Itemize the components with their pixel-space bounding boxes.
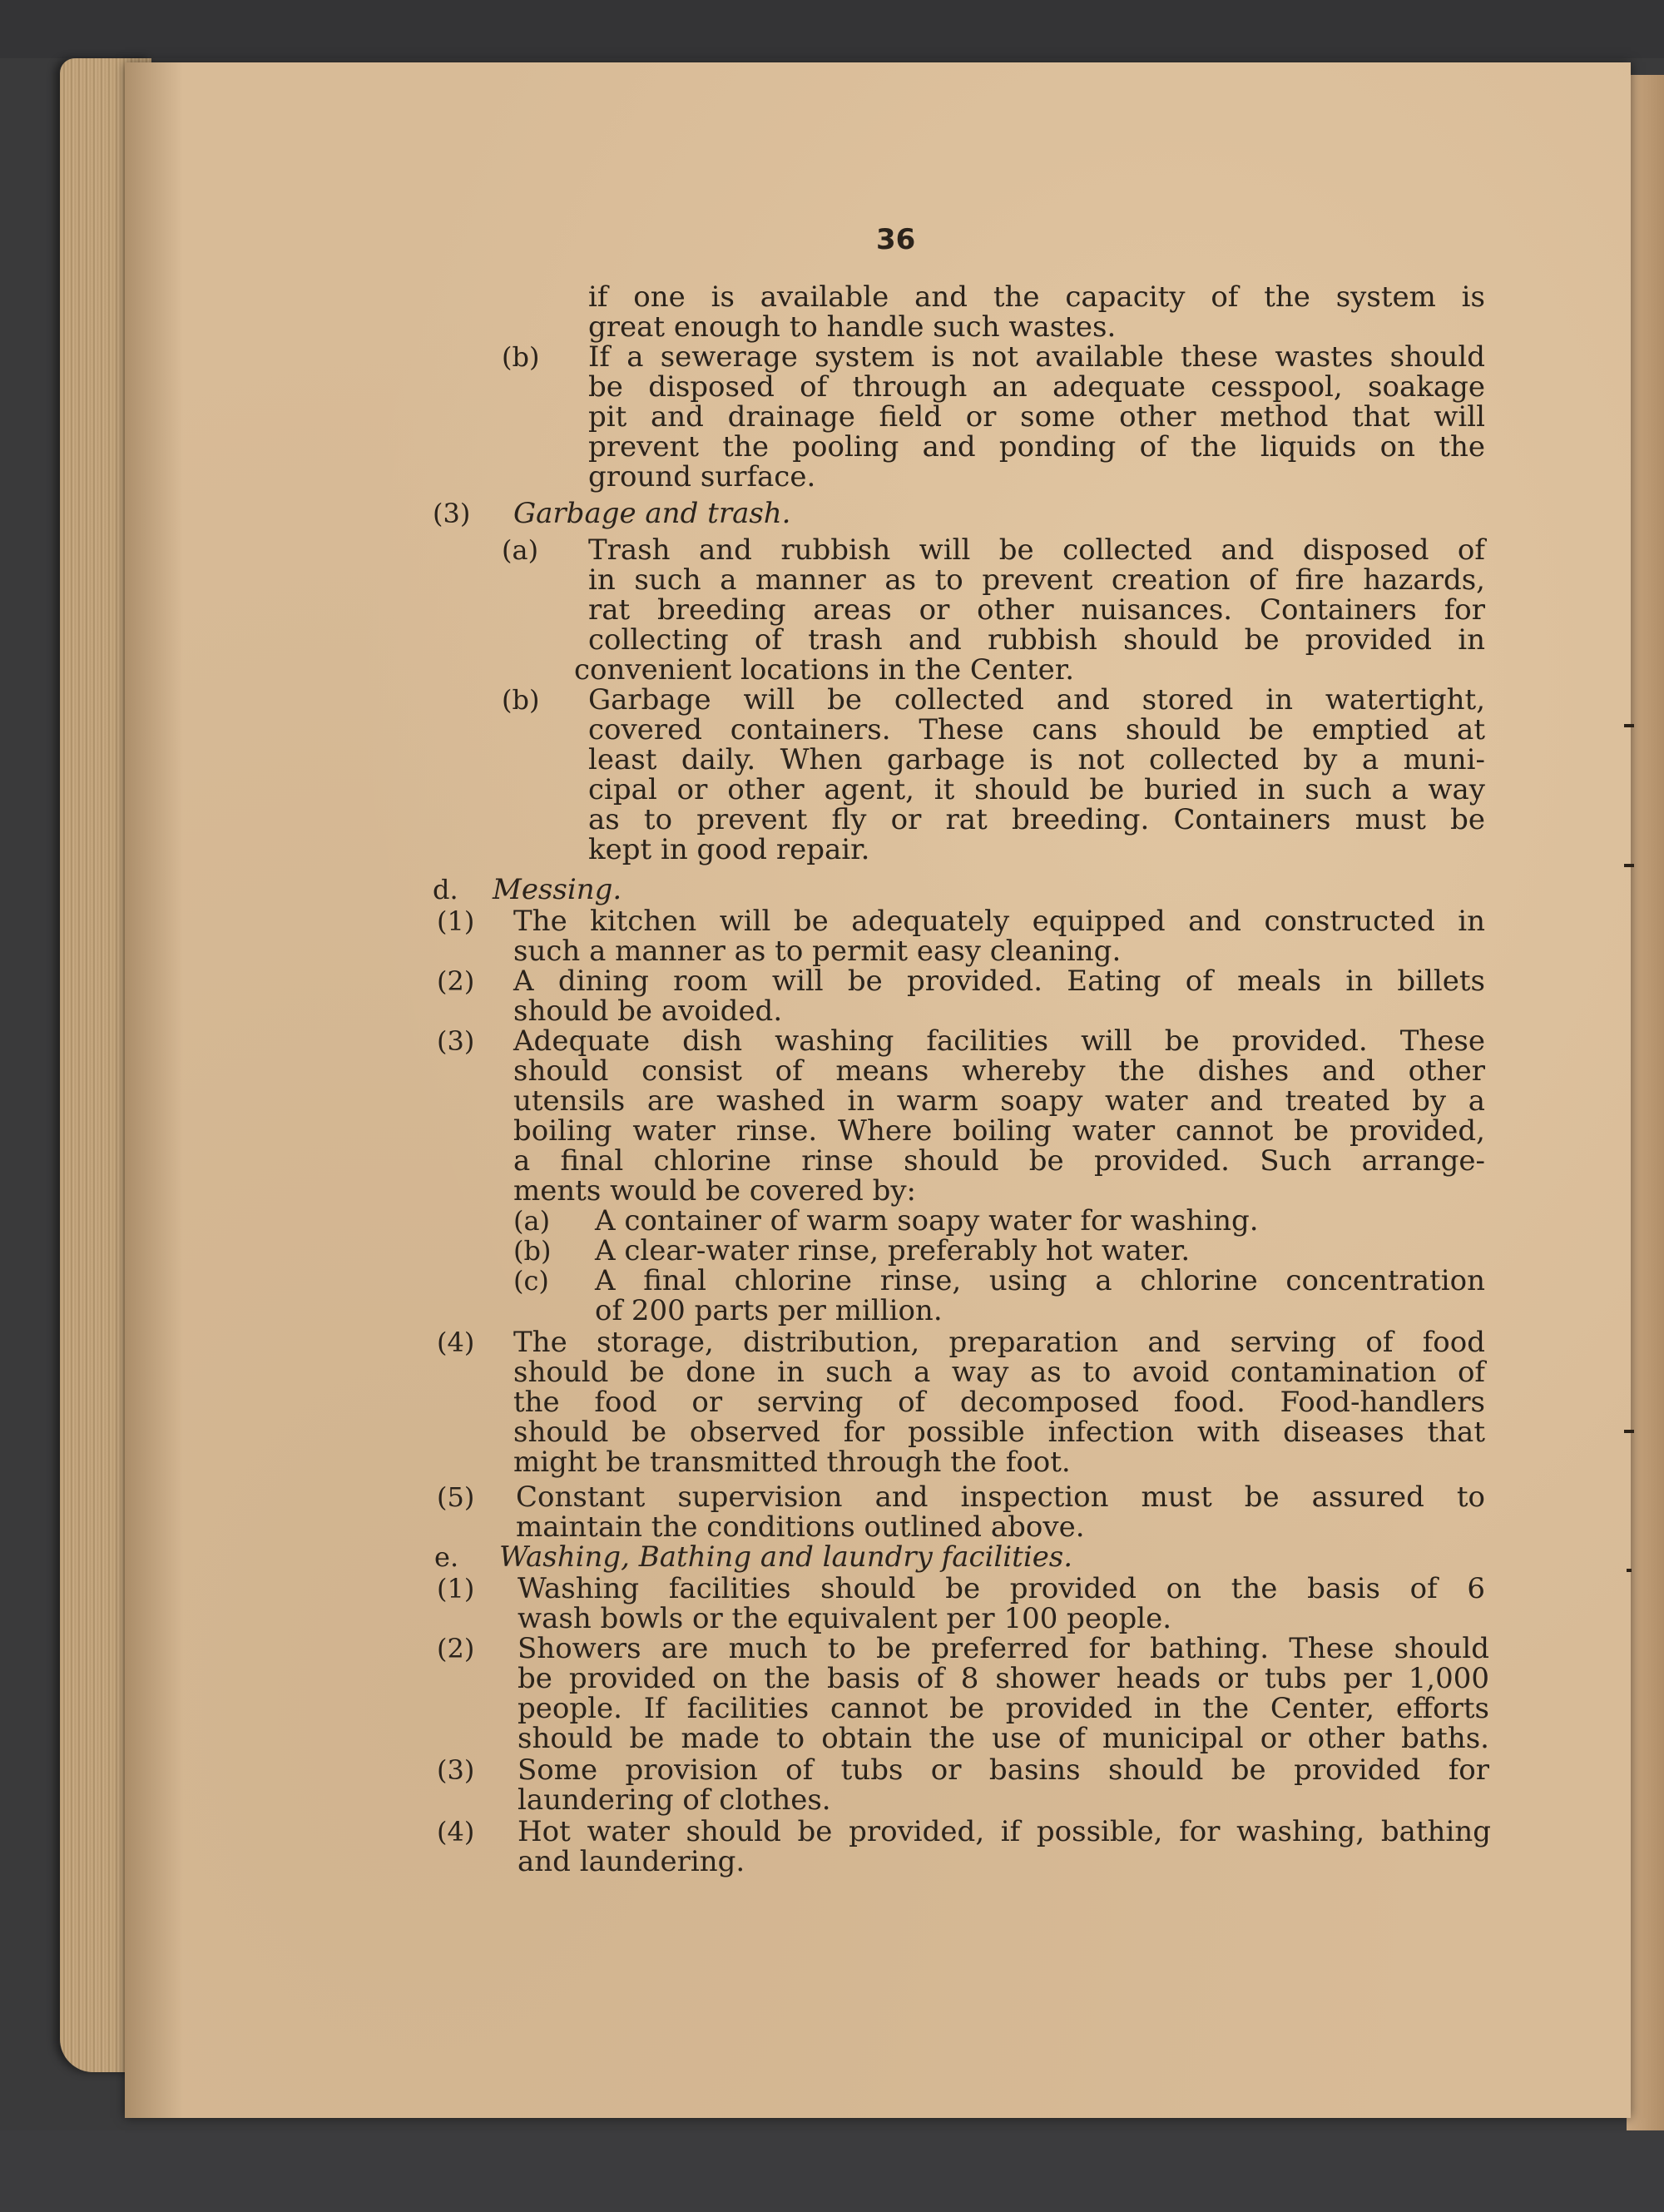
item-label: (b) xyxy=(502,684,540,716)
section-title: Washing, Bathing and laundry facilities. xyxy=(499,1540,1073,1574)
text-line: should consist of means whereby the dishes and other xyxy=(513,1054,1485,1088)
item-label: (3) xyxy=(437,1754,475,1786)
text-line: boiling water rinse. Where boiling water cannot be provided, xyxy=(513,1114,1485,1148)
item-label: (4) xyxy=(437,1816,475,1847)
item-label: (b) xyxy=(502,341,540,373)
text-line: Garbage will be collected and stored in watertight, xyxy=(588,683,1485,717)
text-line: A final chlorine rinse, using a chlorine concentration xyxy=(595,1264,1485,1297)
text-line: If a sewerage system is not available these wastes should xyxy=(588,340,1485,374)
text-line: rat breeding areas or other nuisances. Containers for xyxy=(588,593,1485,627)
text-line: Some provision of tubs or basins should be provided for xyxy=(518,1753,1489,1787)
text-line: people. If facilities cannot be provided in the Center, efforts xyxy=(518,1692,1489,1725)
text-line: cipal or other agent, it should be buried in such a way xyxy=(588,773,1485,806)
text-line: be provided on the basis of 8 shower heads or tubs per 1,000 xyxy=(518,1662,1489,1695)
text-line: A clear-water rinse, preferably hot water. xyxy=(595,1234,1191,1267)
text-line: and laundering. xyxy=(518,1845,745,1878)
text-line: Washing facilities should be provided on the basis of 6 xyxy=(518,1572,1485,1605)
item-label: (a) xyxy=(502,534,539,566)
text-line: A dining room will be provided. Eating of meals in billets xyxy=(513,965,1485,998)
section-label: d. xyxy=(433,874,458,905)
item-label: (1) xyxy=(437,1573,475,1604)
section-label: (3) xyxy=(433,498,471,529)
text-line: utensils are washed in warm soapy water and treated by a xyxy=(513,1084,1485,1118)
text-line: maintain the conditions outlined above. xyxy=(516,1510,1085,1544)
section-label: e. xyxy=(434,1541,459,1573)
text-line: wash bowls or the equivalent per 100 people. xyxy=(518,1602,1172,1635)
text-line: Trash and rubbish will be collected and disposed of xyxy=(588,533,1485,567)
item-label: (c) xyxy=(513,1265,549,1297)
text-line: Showers are much to be preferred for bathing. These should xyxy=(518,1632,1489,1665)
item-label: (b) xyxy=(513,1235,552,1267)
text-line: as to prevent fly or rat breeding. Containers must be xyxy=(588,803,1485,836)
text-line: kept in good repair. xyxy=(588,833,870,866)
text-line: might be transmitted through the foot. xyxy=(513,1446,1071,1479)
text-line: if one is available and the capacity of the system is xyxy=(588,280,1485,314)
text-line: laundering of clothes. xyxy=(518,1783,831,1817)
text-line: prevent the pooling and ponding of the liquids on the xyxy=(588,430,1485,464)
text-line: covered containers. These cans should be emptied at xyxy=(588,713,1485,746)
item-label: (2) xyxy=(437,1633,475,1664)
text-line: ments would be covered by: xyxy=(513,1174,917,1208)
text-line: Constant supervision and inspection must be assured to xyxy=(516,1480,1485,1514)
text-line: Adequate dish washing facilities will be provided. These xyxy=(513,1024,1485,1058)
text-line: a final chlorine rinse should be provided. Such arrange- xyxy=(513,1144,1485,1178)
item-label: (2) xyxy=(437,965,475,997)
item-label: (5) xyxy=(437,1481,475,1513)
text-line: in such a manner as to prevent creation of fire hazards, xyxy=(588,563,1485,597)
text-line: should be avoided. xyxy=(513,994,783,1028)
text-line: of 200 parts per million. xyxy=(595,1294,943,1327)
text-line: least daily. When garbage is not collected by a muni- xyxy=(588,743,1485,776)
text-line: A container of warm soapy water for washing. xyxy=(595,1204,1259,1237)
item-label: (4) xyxy=(437,1327,475,1358)
item-label: (1) xyxy=(437,905,475,937)
section-title: Garbage and trash. xyxy=(513,497,791,530)
item-label: (a) xyxy=(513,1205,551,1237)
text-line: The storage, distribution, preparation and serving of food xyxy=(513,1326,1485,1359)
text-line: such a manner as to permit easy cleaning. xyxy=(513,935,1122,968)
text-line: should be observed for possible infection with diseases that xyxy=(513,1416,1485,1449)
item-label: (3) xyxy=(437,1025,475,1057)
text-line: Hot water should be provided, if possible, for washing, bathing xyxy=(518,1815,1491,1848)
text-line: should be made to obtain the use of municipal or other baths. xyxy=(518,1722,1489,1755)
text-line: the food or serving of decomposed food. Food-handlers xyxy=(513,1386,1485,1419)
text-line: great enough to handle such wastes. xyxy=(588,310,1117,344)
text-line: convenient locations in the Center. xyxy=(574,653,1075,687)
text-line: The kitchen will be adequately equipped and constructed in xyxy=(513,905,1485,938)
text-line: be disposed of through an adequate cesspool, soakage xyxy=(588,370,1485,404)
text-line: ground surface. xyxy=(588,460,816,493)
text-line: should be done in such a way as to avoid contamination of xyxy=(513,1356,1485,1389)
page-number: 36 xyxy=(876,223,916,256)
text-line: pit and drainage field or some other method that will xyxy=(588,400,1485,434)
text-line: collecting of trash and rubbish should be provided in xyxy=(588,623,1485,657)
section-title: Messing. xyxy=(493,873,622,906)
